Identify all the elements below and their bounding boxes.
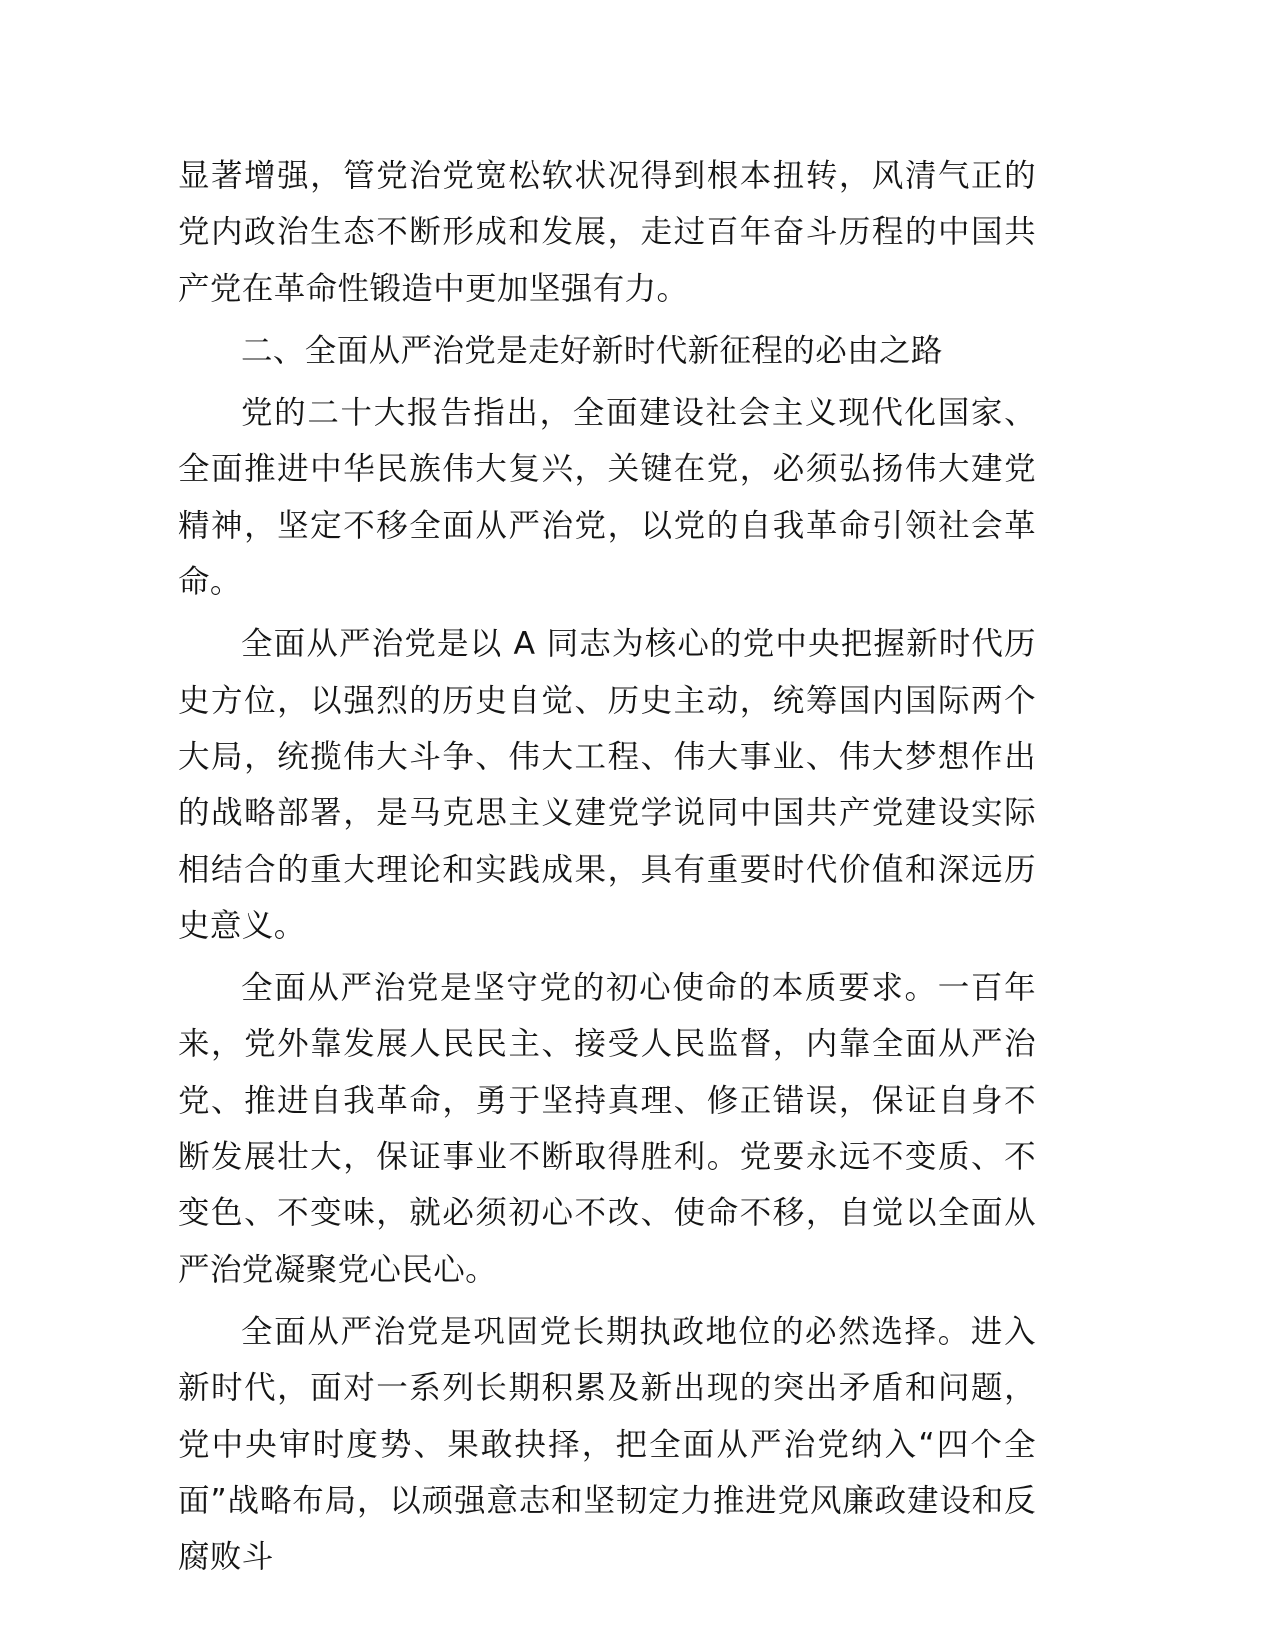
paragraph: 全面从严治党是巩固党长期执政地位的必然选择。进入新时代，面对一系列长期积累及新出现的突出矛盾和问题，党中央审时度势、果敢抉择，把全面从严治党纳入“四个全面”战略布局，以顽强意志和坚韧定力推进党风廉政建设和反腐败斗: [178, 1313, 1036, 1576]
paragraph-continuation: 显著增强，管党治党宽松软状况得到根本扭转，风清气正的党内政治生态不断形成和发展，走过百年奋斗历程的中国共产党在革命性锻造中更加坚强有力。: [178, 158, 1036, 307]
section-heading: 二、全面从严治党是走好新时代新征程的必由之路: [241, 332, 943, 369]
paragraph: 党的二十大报告指出，全面建设社会主义现代化国家、全面推进中华民族伟大复兴，关键在党，必须弘扬伟大建党精神，坚定不移全面从严治党，以党的自我革命引领社会革命。: [178, 395, 1036, 601]
paragraph: 全面从严治党是坚守党的初心使命的本质要求。一百年来，党外靠发展人民民主、接受人民监督，内靠全面从严治党、推进自我革命，勇于坚持真理、修正错误，保证自身不断发展壮大，保证事业不断取得胜利。党要永远不变质、不变色、不变味，就必须初心不改、使命不移，自觉以全面从严治党凝聚党心民心。: [178, 970, 1036, 1288]
paragraph: 全面从严治党是以 A 同志为核心的党中央把握新时代历史方位，以强烈的历史自觉、历史主动，统筹国内国际两个大局，统揽伟大斗争、伟大工程、伟大事业、伟大梦想作出的战略部署，是马克思主义建党学说同中国共产党建设实际相结合的重大理论和实践成果，具有重要时代价值和深远历史意义。: [178, 626, 1036, 944]
document-page: [178, 148, 1036, 1585]
